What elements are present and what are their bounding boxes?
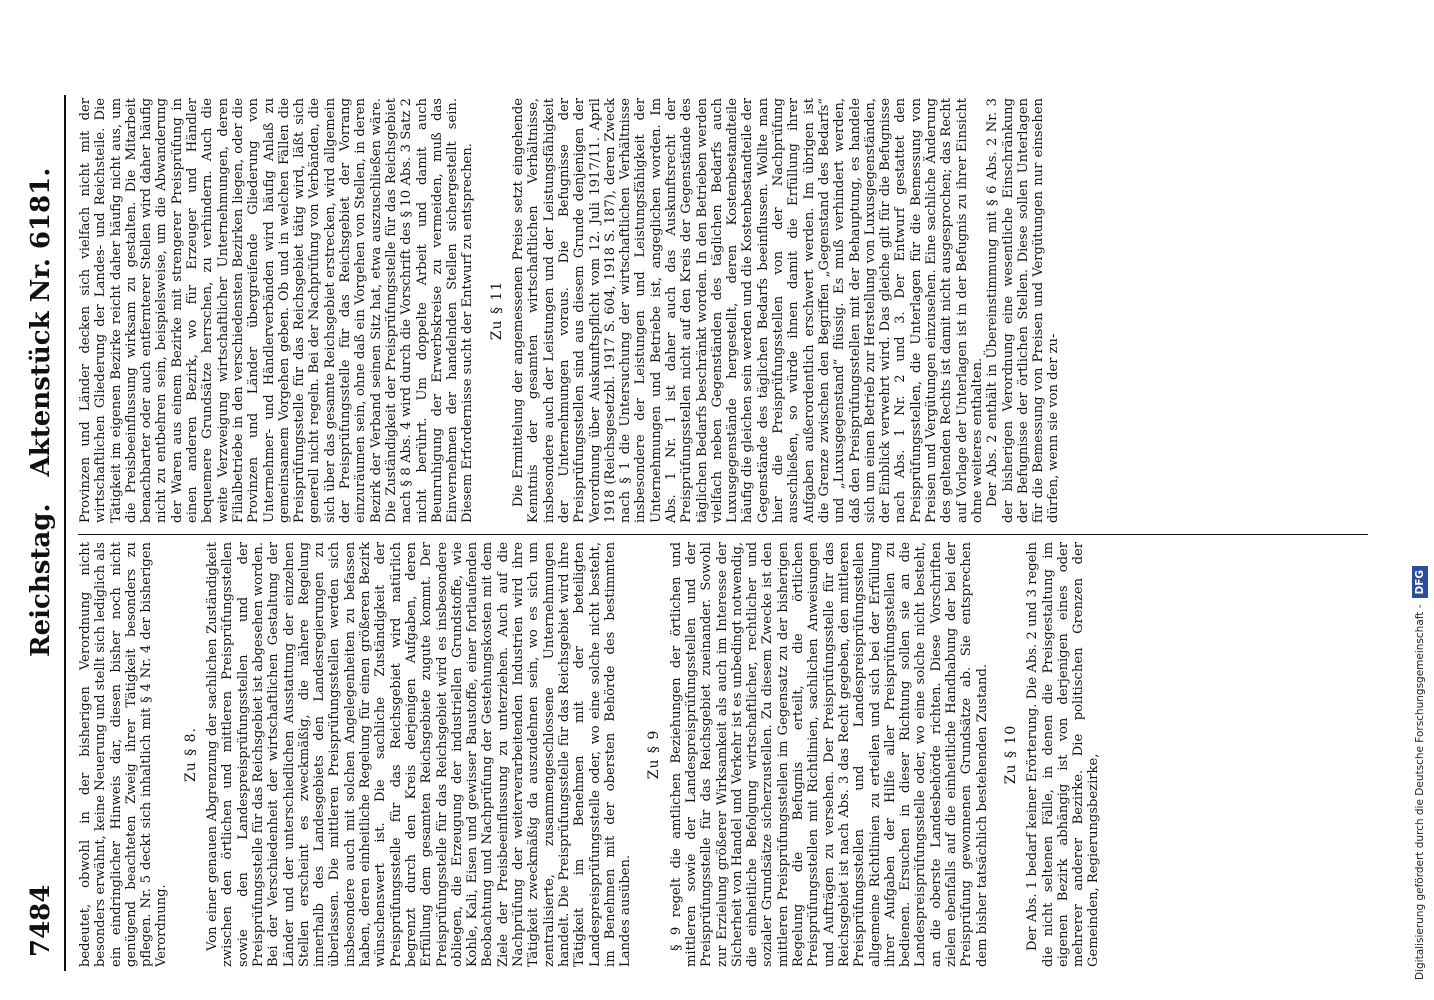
section-heading: Zu § 8. xyxy=(182,727,199,783)
header-title: Reichstag. xyxy=(26,503,56,657)
page-number: 7484 xyxy=(26,884,56,957)
section-heading: Zu § 10 xyxy=(1002,724,1019,785)
rotated-document-page xyxy=(8,85,1388,985)
paragraph: Die Ermittelung der angemessenen Preise setzt eingehende Kenntnis der gesamten wirtschaftlichen Verhältnisse, insbesondere auch der Leistungen und der Leistungsfähigkeit der Unternehmungen voraus. Die Befugnisse der Preisprüfungsstellen sind aus diesem Grunde denjenigen der Verordnung über Auskunftspflicht vom 12. Juli 1917/11. April 1918 (Reichsgesetzbl. 1917 S. 604, 1918 S. 187), deren Zweck nach § 1 die Untersuchung der wirtschaftlichen Verhältnisse insbesondere der Leistungen und Leistungsfähigkeit der Unternehmungen und Betriebe ist, angeglichen worden. Im Abs. 1 Nr. 1 ist daher auch das Auskunftsrecht der Preisprüfungsstellen nicht auf den Kreis der Gegenstände des täglichen Bedarfs beschränkt worden. In den Betrieben werden vielfach neben Gegenständen des täglichen Bedarfs auch Luxusgegenstände hergestellt, deren Kostenbestandteile häufig die gleichen sein werden und die Kostenbestandteile der Gegenstände des täglichen Bedarfs beeinflussen. Wollte man hier die Preisprüfungsstellen von der Nachprüfung ausschließen, so würde ihnen damit die Erfüllung ihrer Aufgaben außerordentlich erschwert werden. Im übrigen ist die Grenze zwischen den Begriffen „Gegenstand des Bedarfs“ und „Luxusgegenstand“ flüssig. Es muß verhindert werden, daß den Preisprüfungsstellen mit der Behauptung, es handele sich um einen Betrieb zur Herstellung von Luxusgegenständen, der Einblick verwehrt wird. Das gleiche gilt für die Befugnisse nach Abs. 1 Nr. 2 und 3. Der Entwurf gestattet den Preisprüfungsstellen, die Unterlagen für die Bemessung von Preisen und Vergütungen einzusehen. Eine sachliche Änderung des geltenden Rechts ist damit nicht ausgesprochen; das Recht auf Vorlage der Unterlagen ist in der Befugnis zu ihrer Einsicht ohne weiteres enthalten. xyxy=(511,98,985,523)
header-center xyxy=(26,150,56,657)
paragraph: Von einer genauen Abgrenzung der sachlichen Zuständigkeit zwischen den örtlichen und mittleren Preisprüfungsstellen sowie den Landespreisprüfungsstellen und der Preisprüfungsstelle für das Reichsgebiet ist abgesehen worden. Bei der Verschiedenheit der wirtschaftlichen Gestaltung der Länder und der unterschiedlichen Ausstattung der einzelnen Stellen erscheint es zweckmäßig, die nähere Regelung innerhalb des Landesgebiets den Landesregierungen zu überlassen. Die mittleren Preisprüfungsstellen werden sich insbesondere auch mit solchen Angelegenheiten zu befassen haben, deren einheitliche Regelung für einen größeren Bezirk wünschenswert ist. Die sachliche Zuständigkeit der Preisprüfungsstelle für das Reichsgebiet wird natürlich begrenzt durch den Kreis derjenigen Aufgaben, deren Erfüllung dem gesamten Reichsgebiete zugute kommt. Der Preisprüfungsstelle für das Reichsgebiet wird es insbesondere obliegen, die Erzeugung der industriellen Grundstoffe, wie Kohle, Kali, Eisen und gewisser Baustoffe, einer fortlaufenden Beobachtung und Nachprüfung der Gestehungskosten mit dem Ziele der Preisbeeinflussung zu unterziehen. Auch auf die Nachprüfung der weiterverarbeitenden Industrien wird ihre Tätigkeit zweckmäßig da auszudehnen sein, wo es sich um zentralisierte, zusammengeschlossene Unternehmungen handelt. Die Preisprüfungsstelle für das Reichsgebiet wird ihre Tätigkeit im Benehmen mit der beteiligten Landespreisprüfungsstelle oder, wo eine solche nicht besteht, im Benehmen mit der obersten Behörde des bestimmten Landes ausüben. xyxy=(205,542,634,967)
header-document-number: Aktenstück Nr. 6181. xyxy=(26,167,56,477)
digitization-credit-text: Digitalisierung gefördert durch die Deutsche Forschungsgemeinschaft - xyxy=(1414,604,1426,980)
section-heading: Zu § 11 xyxy=(488,280,505,341)
section-heading: Zu § 9 xyxy=(646,729,663,780)
column-divider xyxy=(78,534,1368,535)
header-rule xyxy=(64,95,66,971)
digitization-credit xyxy=(1408,20,1428,980)
left-column xyxy=(78,542,1373,967)
page-header xyxy=(22,107,66,957)
dfg-logo: DFG xyxy=(1412,566,1428,599)
paragraph: bedeutet, obwohl in der bisherigen Verordnung nicht besonders erwähnt, keine Neuerung und stellt sich lediglich als ein eindringlicher Hinweis dar, diesen bisher noch nicht genügend beachteten Zweig ihrer Tätigkeit besonders zu pflegen. Nr. 5 deckt sich inhaltlich mit § 4 Nr. 4 der bisherigen Verordnung. xyxy=(78,542,170,967)
paragraph: § 9 regelt die amtlichen Beziehungen der örtlichen und mittleren sowie der Landespreisprüfungsstellen und der Preisprüfungsstelle für das Reichsgebiet zueinander. Sowohl zur Erzielung größerer Wirksamkeit als auch im Interesse der Sicherheit von Handel und Verkehr ist es unbedingt notwendig, die einheitliche Befolgung wirtschaftlicher, rechtlicher und sozialer Grundsätze sicherzustellen. Zu diesem Zwecke ist den mittleren Preisprüfungsstellen im Gegensatz zu der bisherigen Regelung die Befugnis erteilt, die örtlichen Preisprüfungsstellen mit Richtlinien, sachlichen Anweisungen und Aufträgen zu versehen. Der Preisprüfungsstelle für das Reichsgebiet ist nach Abs. 3 das Recht gegeben, den mittleren Preisprüfungsstellen und Landespreisprüfungsstellen allgemeine Richtlinien zu erteilen und sich bei der Erfüllung ihrer Aufgaben der Hilfe aller Preisprüfungsstellen zu bedienen. Ersuchen in dieser Richtung sollen sie an die Landespreisprüfungsstelle oder, wo eine solche nicht besteht, an die oberste Landesbehörde richten. Diese Vorschriften zielen ebenfalls auf die einheitliche Handhabung der bei der Preisprüfung gewonnenen Grundsätze ab. Sie entsprechen dem bisher tatsächlich bestehenden Zustand. xyxy=(668,542,990,967)
paragraph: Der Abs. 2 enthält in Übereinstimmung mit § 6 Abs. 2 Nr. 3 der bisherigen Verordnung eine wesentliche Einschränkung der Befugnisse der örtlichen Stellen. Diese sollen Unterlagen für die Bemessung von Preisen und Vergütungen nur einsehen dürfen, wenn sie von der zu- xyxy=(985,98,1062,523)
paragraph: Provinzen und Länder decken sich vielfach nicht mit der wirtschaftlichen Gliederung der Landes- und Reichsteile. Die Tätigkeit im eigenen Bezirke reicht daher häufig nicht aus, um die Preisbeeinflussung wirksam zu gestalten. Die Mitarbeit benachbarter oder auch entfernterer Stellen wird daher häufig nicht zu entbehren sein, beispielsweise, um die Abwanderung der Waren aus einem Bezirke mit strengerer Preisprüfung in einen anderen Bezirk, wo für Erzeuger und Händler bequemere Grundsätze herrschen, zu verhindern. Auch die weite Verzweigung wirtschaftlicher Unternehmungen, deren Filialbetriebe in den verschiedensten Bezirken liegen, oder die Provinzen und Länder übergreifende Gliederung von Unternehmer- und Händlerverbänden wird häufig Anlaß zu gemeinsamem Vorgehen geben. Ob und in welchen Fällen die Preisprüfungsstelle für das Reichsgebiet tätig wird, läßt sich generell nicht regeln. Bei der Nachprüfung von Verbänden, die sich über das gesamte Reichsgebiet erstrecken, wird allgemein der Preisprüfungsstelle für das Reichsgebiet der Vorrang einzuräumen sein, ohne daß ein Vorgehen von Stellen, in deren Bezirk der Verband seinen Sitz hat, etwa auszuschließen wäre. Die Zuständigkeit der Preisprüfungsstelle für das Reichsgebiet nach § 8 Abs. 4 wird durch die Vorschrift des § 10 Abs. 3 Satz 2 nicht berührt. Um doppelte Arbeit und damit auch Beunruhigung der Erwerbskreise zu vermeiden, muß das Einvernehmen der handelnden Stellen sichergestellt sein. Diesem Erfordernisse sucht der Entwurf zu entsprechen. xyxy=(78,98,476,523)
paragraph: Der Abs. 1 bedarf keiner Erörterung. Die Abs. 2 und 3 regeln die nicht seltenen Fälle, in denen die Preisgestaltung im eigenen Bezirk abhängig ist von derjenigen eines oder mehrerer anderer Bezirke. Die politischen Grenzen der Gemeinden, Regierungsbezirke, xyxy=(1025,542,1102,967)
right-column xyxy=(78,98,1373,523)
